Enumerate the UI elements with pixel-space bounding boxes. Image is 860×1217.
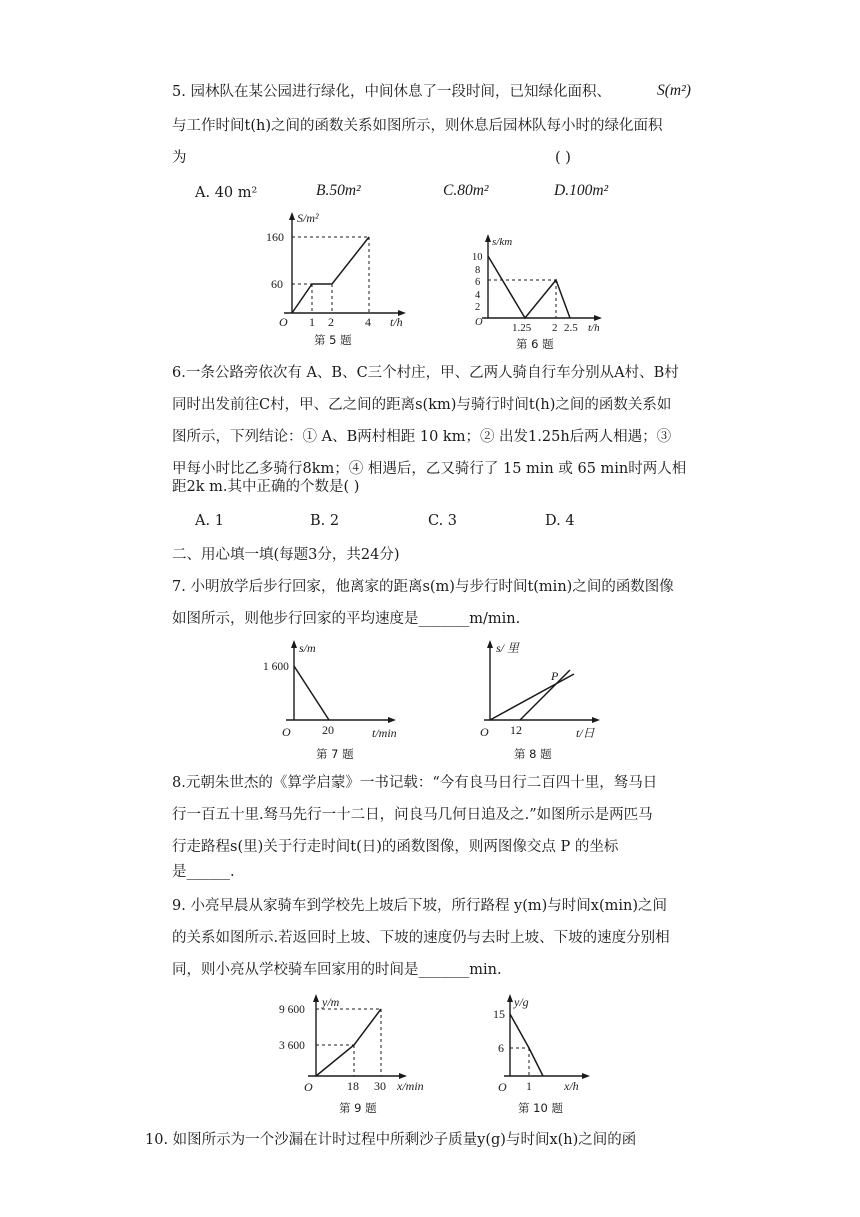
fig6-ytick-10: 10 (472, 252, 483, 263)
q6-option-b: B. 2 (310, 513, 340, 529)
q5-area-unit: S(m²) (657, 82, 691, 99)
figure-9 (278, 990, 448, 1118)
fig8-ylabel: s/ 里 (496, 641, 520, 655)
q6-option-a: A. 1 (195, 513, 224, 529)
fig9-ytick-3600: 3 600 (279, 1040, 305, 1052)
fig6-origin: O (475, 317, 483, 328)
fig5-ytick-160: 160 (266, 230, 284, 244)
fig7-origin: O (282, 725, 291, 739)
q5-option-b: B.50m² (316, 182, 361, 199)
fig10-ytick-6: 6 (498, 1041, 504, 1055)
fig5-ylabel: S/m² (297, 211, 319, 225)
fig8-origin: O (480, 725, 489, 739)
fig9-ytick-9600: 9 600 (279, 1004, 305, 1016)
fig8-point-p: P (551, 669, 559, 683)
section-2-heading: 二、用心填一填(每题3分，共24分) (172, 547, 400, 563)
q8-line2: 行一百五十里.驽马先行一十二日，问良马几何日追及之.”如图所示是两匹马 (172, 807, 653, 823)
fig9-origin: O (304, 1080, 313, 1094)
fig5-xlabel: t/h (390, 315, 403, 329)
fig10-xtick-1: 1 (526, 1079, 532, 1093)
q8-line1: 8.元朝朱世杰的《算学启蒙》一书记载：“今有良马日行二百四十里，驽马日 (172, 775, 658, 791)
q9-line2: 的关系如图所示.若返回时上坡、下坡的速度仍与去时上坡、下坡的速度分别相 (172, 930, 670, 946)
fig10-ylabel: y/g (514, 995, 529, 1009)
q7-line1: 7. 小明放学后步行回家，他离家的距离s(m)与步行时间t(min)之间的函数图像 (172, 579, 674, 595)
fig7-caption: 第 7 题 (316, 747, 354, 761)
fig7-xtick-20: 20 (322, 723, 334, 737)
figure-6 (468, 230, 618, 352)
q10-line1: 10. 如图所示为一个沙漏在计时过程中所剩沙子质量y(g)与时间x(h)之间的函 (145, 1132, 637, 1148)
fig7-ylabel: s/m (299, 641, 316, 655)
fig6-xtick-2: 2 (552, 322, 558, 334)
fig6-xlabel: t/h (588, 322, 600, 334)
fig6-xtick-25: 2.5 (564, 322, 578, 334)
fig5-xtick-4: 4 (365, 315, 371, 329)
figure-8 (476, 636, 616, 764)
fig9-line (316, 1009, 381, 1076)
q7-line2: 如图所示，则他步行回家的平均速度是_______m/min. (172, 611, 521, 627)
fig5-xtick-2: 2 (328, 315, 334, 329)
fig9-xlabel: x/min (397, 1079, 424, 1093)
q8-line4: 是______. (172, 864, 235, 880)
fig6-ytick-2: 2 (475, 302, 481, 313)
figure-10 (488, 990, 598, 1118)
fig8-line-fast (520, 670, 570, 720)
fig10-caption: 第 10 题 (518, 1101, 563, 1115)
fig9-xtick-30: 30 (374, 1079, 386, 1093)
q8-line3: 行走路程s(里)关于行走时间t(日)的函数图像，则两图像交点 P 的坐标 (172, 839, 619, 855)
fig9-xtick-18: 18 (347, 1079, 359, 1093)
fig5-line (292, 237, 369, 313)
q5-answer-paren: ( ) (555, 150, 571, 166)
fig8-xtick-12: 12 (510, 723, 522, 737)
q5-option-d: D.100m² (554, 182, 609, 199)
fig5-y-arrow (289, 212, 295, 220)
fig6-caption: 第 6 题 (516, 337, 554, 351)
q6-line5: 距2k m.其中正确的个数是( ) (172, 479, 360, 495)
fig9-caption: 第 9 题 (339, 1101, 377, 1115)
q6-option-c: C. 3 (428, 513, 458, 529)
q6-line4: 甲每小时比乙多骑行8km；④ 相遇后，乙又骑行了 15 min 或 65 min时两人相 (172, 461, 687, 477)
fig6-ylabel: s/km (492, 236, 513, 248)
q5-option-c: C.80m² (443, 182, 489, 199)
fig10-origin: O (498, 1080, 507, 1094)
fig7-xlabel: t/min (372, 726, 397, 740)
fig6-ytick-4: 4 (475, 290, 481, 301)
q5-line3: 为 (172, 150, 187, 166)
q5-line2: 与工作时间t(h)之间的函数关系如图所示，则休息后园林队每小时的绿化面积 (172, 118, 663, 134)
q5-line1 (172, 82, 611, 102)
q5-option-a: A. 40 m² (195, 185, 258, 201)
q9-line3: 同，则小亮从学校骑车回家用的时间是_______min. (172, 962, 502, 978)
figure-7 (262, 636, 422, 764)
q6-line2: 同时出发前往C村，甲、乙之间的距离s(km)与骑行时间t(h)之间的函数关系如 (172, 397, 672, 413)
q6-line1: 6.一条公路旁依次有 A、B、C三个村庄，甲、乙两人骑自行车分别从A村、B村 (172, 365, 679, 381)
fig10-ytick-15: 15 (493, 1007, 505, 1021)
fig6-ytick-6: 6 (475, 277, 481, 288)
q6-line3: 图所示，下列结论：① A、B两村相距 10 km；② 出发1.25h后两人相遇；③ (172, 429, 672, 445)
fig5-caption: 第 5 题 (314, 333, 352, 347)
figure-5 (262, 208, 422, 353)
fig6-line (488, 256, 570, 318)
fig5-xtick-1: 1 (309, 315, 315, 329)
fig7-line (294, 666, 329, 720)
fig8-line-slow (490, 674, 574, 720)
fig6-ytick-8: 8 (475, 265, 481, 276)
fig10-line (510, 1014, 543, 1076)
fig6-xtick-125: 1.25 (512, 322, 532, 334)
fig10-xlabel: x/h (564, 1079, 579, 1093)
fig7-ytick-1600: 1 600 (263, 661, 289, 673)
fig9-ylabel: y/m (322, 995, 340, 1009)
fig5-origin: O (279, 315, 288, 329)
q6-option-d: D. 4 (545, 513, 575, 529)
q5-line1-text: 5. 园林队在某公园进行绿化，中间休息了一段时间，已知绿化面积、 (172, 84, 611, 100)
q9-line1: 9. 小亮早晨从家骑车到学校先上坡后下坡，所行路程 y(m)与时间x(min)之间 (172, 898, 668, 914)
fig5-ytick-60: 60 (271, 277, 283, 291)
fig8-caption: 第 8 题 (514, 747, 552, 761)
fig8-xlabel: t/日 (576, 726, 595, 740)
